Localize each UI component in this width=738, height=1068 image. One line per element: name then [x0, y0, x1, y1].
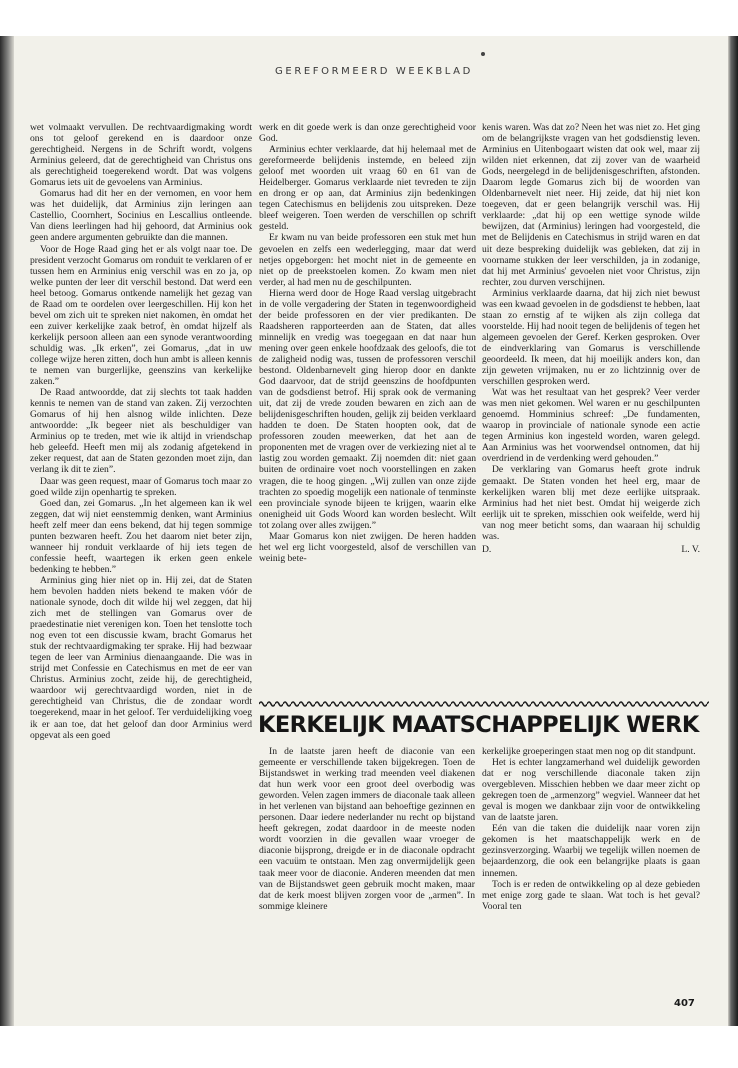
article2-column-1 — [259, 746, 475, 912]
article1-column-1 — [30, 122, 252, 741]
paragraph: Voor de Hoge Raad ging het er als volgt naar toe. De president verzocht Gomarus om ronduit te verklaren of er tussen hem en Arminius enig verschil was en zo ja, op welke punten der leer dit verschil bestond. Dat werd een heel betoog. Gomarus ontkende namelijk het gezag van de Raad om te oordelen over leergeschillen. Hij kon het bevel om zich uit te spreken niet nakomen, èn omdat het een zuiver kerkelijke zaak betrof, èn omdat hijzelf als kerkelijk persoon alleen aan een synode verantwoording schuldig was. „Ik erken”, zei Gomarus, „dat in uw college wijze heren zitten, doch hun ambt is alleen kennis te nemen van burgerlijke, geenszins van kerkelijke zaken.” — [30, 243, 252, 388]
paragraph: Wat was het resultaat van het gesprek? Veer verder was men niet gekomen. Wel waren er nu geschilpunten genoemd. Homminius schreef: „De fundamenten, waarop in provinciale of nationale synode een actie tegen Arminius kon ingesteld worden, waren gelegd. Aan Arminius was het voorwendsel ontnomen, dat hij overdriend in de verdenking werd gehouden.” — [482, 387, 700, 465]
paragraph: Arminius echter verklaarde, dat hij helemaal met de gereformeerde belijdenis instemde, en beleed zijn geloof met woorden uit vraag 60 en 61 van de Heidelberger. Gomarus verklaarde niet tevreden te zijn en drong er op aan, dat Arminius zijn bedenkingen tegen Catechismus en belijdenis zou uitspreken. Deze bleef weigeren. Toen werden de verschillen op schrift gesteld. — [259, 144, 476, 233]
article2-headline: KERKELIJK MAATSCHAPPELIJK WERK — [258, 712, 699, 738]
right-edge-shadow — [728, 36, 738, 1026]
paragraph: Het is echter langzamerhand wel duidelijk geworden dat er nog verschillende diaconale taken zijn overgebleven. Misschien hebben we daar meer zicht op gekregen toen de „armenzorg” wegviel. Wanneer dat het geval is mogen we dankbaar zijn voor de ontwikkeling van de laatste jaren. — [482, 757, 700, 824]
article1-column-2 — [259, 122, 476, 564]
paragraph: Goed dan, zei Gomarus. „In het algemeen kan ik wel zeggen, dat wij niet eenstemmig denken, want Arminius heeft zelf meer dan eens bekend, dat hij tegen sommige punten bezwaren heeft. Zou het daarom niet beter zijn, wanneer hij ronduit verklaarde of hij iets tegen de confessie heeft, waartegen ik erken geen enkele bedenking te hebben.” — [30, 497, 252, 575]
paragraph: wet volmaakt vervullen. De rechtvaardigmaking wordt ons tot geloof gerekend en is daardoor onze gerechtigheid. Nergens in de Schrift wordt, volgens Arminius geleerd, dat de gerechtigheid van Christus ons als gerechtigheid toegerekend wordt. Dat was volgens Gomarus iets uit de gevoelens van Arminius. — [30, 122, 252, 189]
paragraph: Toch is er reden de ontwikkeling op al deze gebieden met enige zorg gade te slaan. Wat toch is het geval? Vooral ten — [482, 878, 700, 912]
print-dot-mark — [481, 52, 485, 56]
paragraph: Gomarus had dit her en der vernomen, en voor hem was het duidelijk, dat Arminius zijn leringen aan Castellio, Coornhert, Socinius en Lescallius ontleende. Van diens leerlingen had hij gehoord, dat Arminius ook geen andere argumenten gebruikte dan die mannen. — [30, 188, 252, 244]
running-title: GEREFORMEERD WEEKBLAD — [275, 66, 473, 77]
article-signature — [482, 544, 700, 555]
paragraph: In de laatste jaren heeft de diaconie van een gemeente er verschillende taken bijgekregen. Toen de Bijstandswet in werking trad meenden veel diakenen dat hun werk voor een groot deel overbodig was geworden. Velen zagen immers de diaconale taak alleen in het verlenen van bijstand aan behoeftige gezinnen en personen. Daar iedere nederlander nu recht op bijstand heeft gekregen, zodat daardoor in de meeste noden wordt voorzien in die gevallen waar vroeger de diaconie bijsprong, dreigde er in de diaconale opdracht een vacuüm te ontstaan. Men zag onvermijdelijk geen taak meer voor de diaconie. Anderen meenden dat men van de Bijstandswet geen gebruik mocht maken, maar dat de kerk moest blijven zorgen voor de „armen”. In sommige kleinere — [259, 746, 475, 912]
signature-right: L. V. — [681, 543, 700, 555]
paragraph: Hierna werd door de Hoge Raad verslag uitgebracht in de volle vergadering der Staten in tegenwoordigheid der beide professoren en der vier predikanten. De Raadsheren rapporteerden aan de Staten, dat alles minnelijk en vredig was toegegaan en dat naar hun mening over geen enkele hoofdzaak des geloofs, die tot de zaligheid nodig was, tussen de professoren verschil bestond. Oldenbarnevelt ging hierop door en dankte God daarvoor, dat de strijd geenszins de hoofdpunten van de godsdienst betrof. Hij sprak ook de vermaning uit, dat zij de vrede zouden bewaren en zich aan de belijdenisgeschriften houden, gelijk zij beiden verklaard hadden te doen. De Staten hoopten ook, dat de professoren zouden meewerken, dat het aan de proponenten met de vragen over de verkiezing niet al te lastig zou worden gemaakt. Zij noemden dit: niet gaan buiten de ordinaire voet noch voorstellingen en zaken vragen, die te hoog gingen. „Wij zullen van onze zijde trachten zo spoedig mogelijk een nationale of tenminste een provinciale synode bijeen te krijgen, waarin elke onenigheid uit Gods Woord kan worden beslecht. Wilt tot zolang over alles zwijgen.” — [259, 287, 476, 531]
paragraph: Er kwam nu van beide professoren een stuk met hun gevoelen en zelfs een wederlegging, maar dat werd netjes opgeborgen: het mocht niet in de gemeente en niet op de preekstoelen komen. Zo kwam men niet verder, al had men nu de geschilpunten. — [259, 232, 476, 288]
paragraph: De Raad antwoordde, dat zij slechts tot taak hadden kennis te nemen van de stand van zaken. Zij verzochten Gomarus of hij hen alsnog wilde inlichten. Deze antwoordde: „Ik begeer niet als beschuldiger van Arminius op te treden, met wie ik altijd in vriendschap heb geleefd. Heeft men mij als zodanig afgetekend in zeker request, dat aan de Staten gezonden moet zijn, dan verlang ik dit te zien”. — [30, 387, 252, 476]
bottom-margin — [0, 1026, 738, 1068]
paragraph: Arminius verklaarde daarna, dat hij zich niet bewust was een kwaad gevoelen in de godsdienst te hebben, laat staan zo ernstig af te wijken als zijn collega dat voorstelde. Hij had nooit tegen de belijdenis of tegen het algemeen gevoelen der Geref. Kerken gesproken. Over de eindverklaring van Gomarus is verschillende geoordeeld. Ik meen, dat hij moeilijk anders kon, dan zijn geweten vrijmaken, nu er zo lichtzinnig over de verschillen gesproken werd. — [482, 287, 700, 388]
article2-column-2 — [482, 746, 700, 912]
decorative-divider — [259, 700, 709, 708]
left-binding-shadow — [0, 36, 14, 1026]
paragraph: Maar Gomarus kon niet zwijgen. De heren hadden het wel erg licht voorgesteld, alsof de verschillen van weinig bete- — [259, 530, 476, 564]
signature-left: D. — [482, 543, 492, 555]
paragraph: werk en dit goede werk is dan onze gerechtigheid voor God. — [259, 122, 476, 145]
paragraph: De verklaring van Gomarus heeft grote indruk gemaakt. De Staten vonden het heel erg, maar de kerkelijken waren blij met deze eerlijke uitspraak. Arminius had het niet best. Omdat hij weigerde zich eerlijk uit te spreken, misschien ook weifelde, werd hij van nog meer beticht soms, dan waaraan hij schuldig was. — [482, 464, 700, 542]
paragraph: kerkelijke groeperingen staat men nog op dit standpunt. — [482, 746, 696, 757]
page-number: 407 — [674, 998, 695, 1009]
top-margin — [0, 0, 738, 36]
paragraph: kenis waren. Was dat zo? Neen het was niet zo. Het ging om de belangrijkste vragen van het godsdienstig leven. Arminius en Uitenbogaart wisten dat ook wel, maar zij wilden niet erkennen, dat zij zover van de waarheid Gods, neergelegd in de belijdenisgeschriften, afstonden. Daarom legde Gomarus zich bij de woorden van Oldenbarnevelt niet neer. Hij zeide, dat hij niet kon toegeven, dat er geen belangrijk verschil was. Hij verklaarde: „dat hij op een wettige synode wilde bewijzen, dat (Arminius) leringen had voorgesteld, die met de Belijdenis en Catechismus in strijd waren en dat uit deze bespreking duidelijk was gebleken, dat zij in voorname stukken der leer verschilden, ja in zodanige, dat hij met Arminius' gevoelen niet voor Christus, zijn rechter, zou durven verschijnen. — [482, 122, 700, 288]
paragraph: Arminius ging hier niet op in. Hij zei, dat de Staten hem bevolen hadden niets bekend te maken vóór de nationale synode, doch dit wilde hij wel zeggen, dat hij zich met de stellingen van Gomarus over de praedestinatie niet verenigen kon. Toen het tenslotte toch nog even tot een discussie kwam, bracht Gomarus het stuk der rechtvaardigmaking ter sprake. Hij had bezwaar tegen de leer van Arminius dienaangaande. Die was in strijd met Confessie en Catechismus en met de eer van Christus. Arminius zocht, zeide hij, de gerechtigheid, waardoor wij gerechtvaardigd worden, niet in de gerechtigheid van Christus, die de zondaar wordt toegerekend, maar in het geloof. Ter verduidelijking voeg ik er aan toe, dat het geloof dan door Arminius werd opgevat als een goed — [30, 574, 252, 741]
article1-column-3 — [482, 122, 700, 555]
paragraph: Eén van die taken die duidelijk naar voren zijn gekomen is het maatschappelijk werk en de gezinsverzorging. Waarbij we tegelijk willen noemen de bejaardenzorg, die ook een belangrijke plaats is gaan innemen. — [482, 823, 700, 879]
paragraph: Daar was geen request, maar of Gomarus toch maar zo goed wilde zijn openhartig te spreken. — [30, 475, 252, 498]
